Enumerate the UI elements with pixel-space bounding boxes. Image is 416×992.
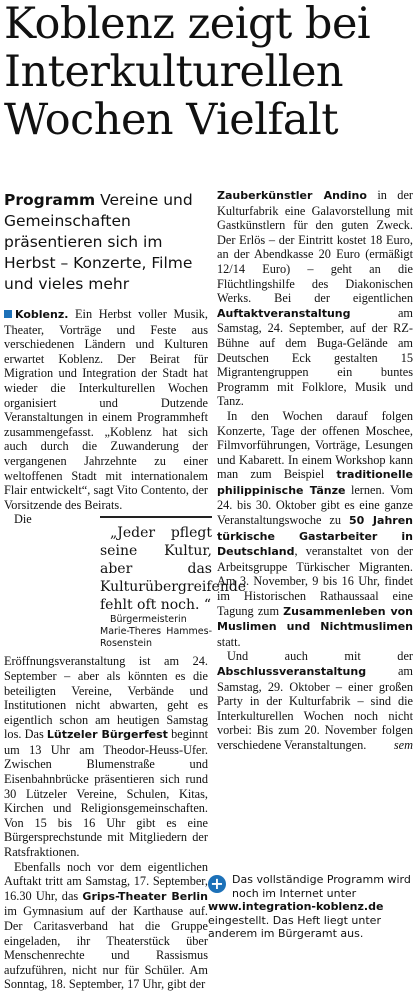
- headline-line-2: Interkulturellen: [4, 47, 344, 97]
- paragraph-5-text-a: Und auch mit der: [227, 649, 413, 664]
- paragraph-1-text: Ein Herbst voller Musik, Theater, Vorträge und Feste aus verschiedenen Ländern und Kulturen erwartet Koblenz. Der Beirat für Migration und Integration der Stadt hat wieder die Interkulturellen Wochen organisiert und Dutzende Veranstaltungen in einem Programmheft zusammengefasst. „Koblenz hat sich auch durch die Zuwanderung der vergangenen Jahrzehnte zu einer weltoffenen Stadt mit internationalem Flair entwickelt“, sagt Vito Contento, der Vorsitzende des Beirats.: [4, 307, 208, 512]
- highlight-grips-theater: Grips-Theater Berlin: [82, 889, 208, 903]
- highlight-buergerfest: Lützeler Bürgerfest: [46, 728, 168, 742]
- paragraph-4-text-d: statt.: [217, 634, 241, 649]
- paragraph-4: [217, 409, 413, 650]
- paragraph-1: [4, 307, 208, 512]
- highlight-gastarbeiter: 50 Jahren türkische Gastarbeiter in Deutschland: [217, 514, 413, 559]
- quote-text: „Jeder pflegt seine Kultur, aber das Kulturübergreifende fehlt oft noch. “: [100, 525, 247, 614]
- info-line-1: Das vollständige Programm wird noch im Internet unter: [232, 873, 411, 900]
- highlight-taenze: traditionelle philippinische Tänze: [217, 468, 414, 497]
- paragraph-3-text-b: im Gymnasium auf der Karthause auf. Der Caritasverband hat die Gruppe eingeladen, ihr Theaterstück über Menschenrechte und Rassismus aufzuführen, nicht nur für Schüler. Am Sonntag, 18. September, 17 Uhr, gibt der: [4, 904, 208, 992]
- headline: [4, 0, 414, 144]
- dateline-marker-icon: [4, 310, 12, 318]
- paragraph-3-start: [4, 860, 208, 992]
- paragraph-4-text-b: lernen. Vom 24. bis 30. Oktober gibt es eine ganze Veranstaltungswoche zu: [217, 482, 413, 528]
- paragraph-5-text-b: am Samstag, 29. Oktober – einer großen Party in der Kulturfabrik – sind die Interkulturellen Wochen noch nicht vorbei: Bis zum 20. November folgen verschiedene Veranstaltungen.: [217, 664, 413, 752]
- info-text-2: [208, 900, 413, 941]
- paragraph-2-text-b: beginnt um 13 Uhr am Theodor-Heuss-Ufer. Zwischen Blumenstraße und Eisenbahnbrücke präsentieren sich rund 30 Lützeler Vereine, Schulen, Kitas, Kirchen und Religionsgemeinschaften. Von 15 bis 16 Uhr gibt es eine Bürgersprechstunde mit Mitgliedern der Ratsfraktionen.: [4, 727, 209, 860]
- paragraph-3-text-d: am Samstag, 24. September, auf der RZ-Bühne auf dem Buga-Gelände am Deutschen Eck gestalten 15 Migrantengruppen ein buntes Programm mit Folklore, Musik und Tanz.: [217, 305, 413, 409]
- highlight-auftakt: Auftaktveranstaltung: [217, 306, 351, 320]
- highlight-abschluss: Abschlussveranstaltung: [217, 665, 367, 678]
- info-box: [208, 873, 413, 941]
- paragraph-5: [217, 649, 413, 752]
- paragraph-3-text-a: Ebenfalls noch vor dem eigentlichen Auftakt tritt am Samstag, 17. September, 16.30 Uhr, das: [4, 859, 208, 903]
- headline-line-1: Koblenz zeigt bei: [4, 0, 371, 49]
- dateline: Koblenz.: [15, 308, 69, 321]
- highlight-zusammenleben: Zusammenleben von Muslimen und Nichtmuslimen: [217, 604, 413, 634]
- paragraph-3-text-c: in der Kulturfabrik eine Galavorstellung mit Gastkünstlern für den guten Zweck. Der Erlös – der Eintritt kostet 18 Euro, an der Abendkasse 20 Euro (ermäßigt 12/14 Euro) – geht an die Flüchtlingshilfe des Diakonischen Werks. Bei der eigentlichen: [217, 188, 413, 306]
- headline-line-3: Wochen Vielfalt: [4, 95, 339, 145]
- paragraph-3-cont: [217, 188, 413, 409]
- paragraph-4-text-c: , veranstaltet von der Arbeitsgruppe Türkischer Migranten. Am 3. November, 9 bis 16 Uhr, findet im Historischen Rathaussaal eine Tagung zum: [217, 544, 413, 618]
- paragraph-2-text-a: Die Eröffnungsveranstaltung ist am 24. September – aber als könnten es die beteiligten Vereine, Verbände und Institutionen nicht abwarten, geht es eigentlich schon am heutigen Samstag los. Das: [4, 512, 208, 742]
- info-text: [208, 873, 413, 900]
- article-body-right: [217, 188, 413, 753]
- author-initials: sem: [393, 737, 413, 752]
- intro-text: Vereine und Gemeinschaften präsentieren sich im Herbst – Konzerte, Filme und vieles mehr: [4, 191, 193, 293]
- paragraph-4-text-a: In den Wochen darauf folgen Konzerte, Tage der offenen Moschee, Filmvorführungen, Vorträge, Lesungen und Kabarett. In einem Workshop kann man zum Beispiel: [217, 408, 413, 482]
- intro-lead: Programm: [4, 191, 96, 209]
- plus-icon: +: [208, 875, 226, 893]
- right-column: [217, 188, 413, 753]
- intro-subheadline: [4, 190, 208, 295]
- info-line-2: eingestellt. Das Heft liegt unter anderem im Bürgeramt aus.: [208, 913, 381, 940]
- quote-source: Bürgermeisterin Marie-Theres Hammes-Rosenstein: [100, 614, 212, 650]
- program-url[interactable]: www.integration-koblenz.de: [208, 900, 384, 913]
- highlight-andino: Zauberkünstler Andino: [217, 189, 367, 202]
